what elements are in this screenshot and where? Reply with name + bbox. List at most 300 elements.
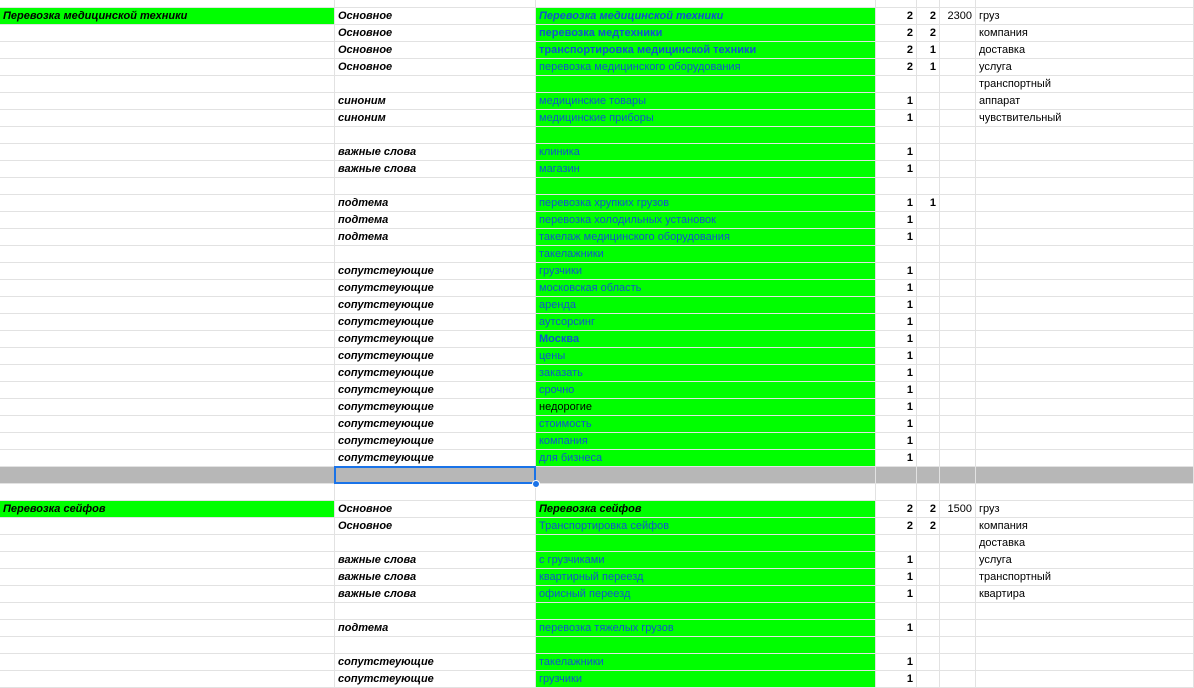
keyword-cell[interactable]: медицинские приборы	[536, 110, 876, 127]
word-cell[interactable]: компания	[976, 25, 1194, 42]
count2-cell[interactable]	[917, 297, 940, 314]
count2-cell[interactable]	[917, 93, 940, 110]
volume-cell[interactable]	[940, 569, 976, 586]
keyword-cell[interactable]	[536, 484, 876, 501]
count1-cell[interactable]: 1	[876, 348, 917, 365]
count1-cell[interactable]: 1	[876, 654, 917, 671]
count2-cell[interactable]	[917, 144, 940, 161]
count2-cell[interactable]	[917, 416, 940, 433]
type-cell[interactable]: Основное	[335, 501, 536, 518]
volume-cell[interactable]	[940, 178, 976, 195]
type-cell[interactable]: важные слова	[335, 569, 536, 586]
table-row	[0, 433, 1194, 450]
topic-cell[interactable]	[0, 263, 335, 280]
word-cell[interactable]	[976, 382, 1194, 399]
topic-cell[interactable]	[0, 467, 335, 484]
type-cell[interactable]: важные слова	[335, 586, 536, 603]
count1-cell[interactable]	[876, 178, 917, 195]
keyword-cell[interactable]: Транспортировка сейфов	[536, 518, 876, 535]
count1-cell[interactable]: 1	[876, 297, 917, 314]
count2-cell[interactable]	[917, 671, 940, 688]
topic-cell[interactable]	[0, 280, 335, 297]
type-cell[interactable]: подтема	[335, 229, 536, 246]
type-cell[interactable]: Основное	[335, 518, 536, 535]
count1-cell[interactable]	[876, 0, 917, 8]
volume-cell[interactable]	[940, 212, 976, 229]
topic-cell[interactable]	[0, 178, 335, 195]
volume-cell[interactable]	[940, 246, 976, 263]
count2-cell[interactable]	[917, 348, 940, 365]
table-row	[0, 348, 1194, 365]
type-cell[interactable]	[335, 484, 536, 501]
count1-cell[interactable]: 1	[876, 433, 917, 450]
count2-cell[interactable]	[917, 246, 940, 263]
topic-cell[interactable]	[0, 382, 335, 399]
count2-cell[interactable]	[917, 586, 940, 603]
topic-cell[interactable]	[0, 552, 335, 569]
topic-cell[interactable]	[0, 535, 335, 552]
word-cell[interactable]	[976, 433, 1194, 450]
keyword-cell[interactable]: грузчики	[536, 263, 876, 280]
count1-cell[interactable]	[876, 127, 917, 144]
word-cell[interactable]	[976, 484, 1194, 501]
type-cell[interactable]: сопутстеующие	[335, 348, 536, 365]
word-cell[interactable]: доставка	[976, 42, 1194, 59]
type-cell[interactable]: сопутстеующие	[335, 433, 536, 450]
type-cell[interactable]: сопутстеующие	[335, 671, 536, 688]
count2-cell[interactable]	[917, 603, 940, 620]
keyword-cell[interactable]: магазин	[536, 161, 876, 178]
keyword-cell[interactable]: перевозка медицинского оборудования	[536, 59, 876, 76]
word-cell[interactable]	[976, 348, 1194, 365]
keyword-cell[interactable]: аренда	[536, 297, 876, 314]
keyword-cell[interactable]: клиника	[536, 144, 876, 161]
volume-cell[interactable]	[940, 399, 976, 416]
count2-cell[interactable]	[917, 331, 940, 348]
keyword-cell[interactable]: такелаж медицинского оборудования	[536, 229, 876, 246]
type-cell[interactable]: Основное	[335, 25, 536, 42]
count1-cell[interactable]: 2	[876, 8, 917, 25]
topic-cell[interactable]	[0, 637, 335, 654]
count2-cell[interactable]: 2	[917, 501, 940, 518]
topic-cell[interactable]	[0, 569, 335, 586]
topic-cell[interactable]	[0, 0, 335, 8]
count2-cell[interactable]	[917, 0, 940, 8]
count1-cell[interactable]: 1	[876, 144, 917, 161]
volume-cell[interactable]	[940, 654, 976, 671]
topic-cell[interactable]	[0, 484, 335, 501]
topic-cell[interactable]	[0, 144, 335, 161]
topic-cell[interactable]	[0, 586, 335, 603]
volume-cell[interactable]	[940, 637, 976, 654]
table-row	[0, 93, 1194, 110]
keyword-cell[interactable]: Перевозка медицинской техники	[536, 8, 876, 25]
topic-cell[interactable]	[0, 399, 335, 416]
type-cell[interactable]: сопутстеующие	[335, 314, 536, 331]
count2-cell[interactable]	[917, 637, 940, 654]
volume-cell[interactable]	[940, 127, 976, 144]
count1-cell[interactable]: 1	[876, 399, 917, 416]
count1-cell[interactable]: 1	[876, 110, 917, 127]
volume-cell[interactable]	[940, 195, 976, 212]
topic-cell[interactable]	[0, 42, 335, 59]
count2-cell[interactable]: 2	[917, 518, 940, 535]
count2-cell[interactable]	[917, 552, 940, 569]
topic-cell[interactable]	[0, 110, 335, 127]
topic-cell[interactable]	[0, 246, 335, 263]
type-cell[interactable]: сопутстеующие	[335, 280, 536, 297]
type-cell[interactable]: сопутстеующие	[335, 365, 536, 382]
topic-cell[interactable]	[0, 314, 335, 331]
count2-cell[interactable]	[917, 76, 940, 93]
word-cell[interactable]: чувствительный	[976, 110, 1194, 127]
volume-cell[interactable]	[940, 229, 976, 246]
count2-cell[interactable]	[917, 399, 940, 416]
type-cell[interactable]: важные слова	[335, 161, 536, 178]
word-cell[interactable]	[976, 331, 1194, 348]
volume-cell[interactable]	[940, 110, 976, 127]
word-cell[interactable]	[976, 416, 1194, 433]
count1-cell[interactable]: 2	[876, 59, 917, 76]
topic-cell[interactable]: Перевозка медицинской техники	[0, 8, 335, 25]
word-cell[interactable]	[976, 161, 1194, 178]
table-row	[0, 637, 1194, 654]
keyword-cell[interactable]: транспортировка медицинской техники	[536, 42, 876, 59]
type-cell[interactable]: сопутстеующие	[335, 399, 536, 416]
count1-cell[interactable]: 1	[876, 671, 917, 688]
topic-cell[interactable]	[0, 331, 335, 348]
table-row	[0, 331, 1194, 348]
topic-cell[interactable]	[0, 212, 335, 229]
keyword-cell[interactable]: стоимость	[536, 416, 876, 433]
word-cell[interactable]: аппарат	[976, 93, 1194, 110]
count1-cell[interactable]: 1	[876, 93, 917, 110]
volume-cell[interactable]	[940, 76, 976, 93]
count1-cell[interactable]: 1	[876, 569, 917, 586]
count1-cell[interactable]: 1	[876, 263, 917, 280]
type-cell[interactable]: синоним	[335, 110, 536, 127]
keyword-cell[interactable]: срочно	[536, 382, 876, 399]
topic-cell[interactable]	[0, 348, 335, 365]
keyword-cell[interactable]: медицинские товары	[536, 93, 876, 110]
topic-cell[interactable]	[0, 297, 335, 314]
type-cell[interactable]: сопутстеующие	[335, 297, 536, 314]
keyword-cell[interactable]: перевозка медтехники	[536, 25, 876, 42]
type-cell[interactable]: сопутстеующие	[335, 416, 536, 433]
word-cell[interactable]	[976, 450, 1194, 467]
volume-cell[interactable]	[940, 263, 976, 280]
count2-cell[interactable]	[917, 178, 940, 195]
word-cell[interactable]	[976, 671, 1194, 688]
word-cell[interactable]: груз	[976, 501, 1194, 518]
count2-cell[interactable]	[917, 382, 940, 399]
type-cell[interactable]: подтема	[335, 212, 536, 229]
count2-cell[interactable]	[917, 127, 940, 144]
volume-cell[interactable]	[940, 535, 976, 552]
volume-cell[interactable]	[940, 144, 976, 161]
volume-cell[interactable]	[940, 552, 976, 569]
count1-cell[interactable]: 1	[876, 331, 917, 348]
type-cell[interactable]: важные слова	[335, 552, 536, 569]
count1-cell[interactable]: 1	[876, 620, 917, 637]
word-cell[interactable]	[976, 637, 1194, 654]
word-cell[interactable]	[976, 280, 1194, 297]
count1-cell[interactable]: 1	[876, 161, 917, 178]
word-cell[interactable]: доставка	[976, 535, 1194, 552]
volume-cell[interactable]	[940, 484, 976, 501]
type-cell[interactable]: сопутстеующие	[335, 331, 536, 348]
count1-cell[interactable]	[876, 603, 917, 620]
count2-cell[interactable]	[917, 229, 940, 246]
word-cell[interactable]	[976, 399, 1194, 416]
type-cell[interactable]	[335, 467, 536, 484]
volume-cell[interactable]	[940, 331, 976, 348]
word-cell[interactable]	[976, 229, 1194, 246]
type-cell[interactable]: подтема	[335, 620, 536, 637]
count1-cell[interactable]: 2	[876, 25, 917, 42]
count2-cell[interactable]	[917, 450, 940, 467]
word-cell[interactable]: транспортный	[976, 76, 1194, 93]
count2-cell[interactable]: 2	[917, 25, 940, 42]
volume-cell[interactable]	[940, 280, 976, 297]
count1-cell[interactable]: 1	[876, 280, 917, 297]
keyword-cell[interactable]	[536, 178, 876, 195]
count1-cell[interactable]	[876, 484, 917, 501]
keyword-cell[interactable]: перевозка хрупких грузов	[536, 195, 876, 212]
topic-cell[interactable]	[0, 365, 335, 382]
count1-cell[interactable]	[876, 535, 917, 552]
type-cell[interactable]	[335, 76, 536, 93]
count1-cell[interactable]: 1	[876, 416, 917, 433]
keyword-cell[interactable]: аутсорсинг	[536, 314, 876, 331]
type-cell[interactable]	[335, 178, 536, 195]
topic-cell[interactable]	[0, 76, 335, 93]
word-cell[interactable]	[976, 467, 1194, 484]
keyword-cell[interactable]: компания	[536, 433, 876, 450]
count2-cell[interactable]	[917, 535, 940, 552]
keyword-cell[interactable]	[536, 535, 876, 552]
count2-cell[interactable]	[917, 467, 940, 484]
count1-cell[interactable]	[876, 467, 917, 484]
volume-cell[interactable]	[940, 42, 976, 59]
count1-cell[interactable]: 1	[876, 382, 917, 399]
keyword-cell[interactable]: московская область	[536, 280, 876, 297]
word-cell[interactable]	[976, 654, 1194, 671]
count1-cell[interactable]: 1	[876, 365, 917, 382]
word-cell[interactable]	[976, 314, 1194, 331]
keyword-cell[interactable]	[536, 467, 876, 484]
keyword-cell[interactable]	[536, 637, 876, 654]
type-cell[interactable]: сопутстеующие	[335, 654, 536, 671]
keyword-cell[interactable]: Москва	[536, 331, 876, 348]
count1-cell[interactable]: 1	[876, 212, 917, 229]
type-cell[interactable]: Основное	[335, 8, 536, 25]
volume-cell[interactable]	[940, 59, 976, 76]
table-row	[0, 263, 1194, 280]
count2-cell[interactable]	[917, 110, 940, 127]
keyword-cell[interactable]: недорогие	[536, 399, 876, 416]
word-cell[interactable]	[976, 212, 1194, 229]
volume-cell[interactable]	[940, 0, 976, 8]
word-cell[interactable]: транспортный	[976, 569, 1194, 586]
count2-cell[interactable]: 1	[917, 59, 940, 76]
word-cell[interactable]	[976, 246, 1194, 263]
count1-cell[interactable]: 1	[876, 586, 917, 603]
volume-cell[interactable]	[940, 365, 976, 382]
keyword-cell[interactable]: Перевозка сейфов	[536, 501, 876, 518]
word-cell[interactable]: груз	[976, 8, 1194, 25]
keyword-cell[interactable]: квартирный переезд	[536, 569, 876, 586]
topic-cell[interactable]	[0, 620, 335, 637]
topic-cell[interactable]	[0, 127, 335, 144]
volume-cell[interactable]	[940, 450, 976, 467]
count1-cell[interactable]	[876, 246, 917, 263]
type-cell[interactable]: сопутстеующие	[335, 450, 536, 467]
word-cell[interactable]	[976, 365, 1194, 382]
volume-cell[interactable]	[940, 620, 976, 637]
word-cell[interactable]	[976, 297, 1194, 314]
keyword-cell[interactable]: для бизнеса	[536, 450, 876, 467]
count1-cell[interactable]: 1	[876, 195, 917, 212]
count1-cell[interactable]	[876, 637, 917, 654]
word-cell[interactable]: компания	[976, 518, 1194, 535]
topic-cell[interactable]	[0, 161, 335, 178]
volume-cell[interactable]	[940, 586, 976, 603]
keyword-cell[interactable]	[536, 603, 876, 620]
keyword-cell[interactable]: с грузчиками	[536, 552, 876, 569]
volume-cell[interactable]	[940, 25, 976, 42]
table-row	[0, 229, 1194, 246]
topic-cell[interactable]	[0, 518, 335, 535]
keyword-cell[interactable]	[536, 127, 876, 144]
count2-cell[interactable]	[917, 161, 940, 178]
volume-cell[interactable]: 2300	[940, 8, 976, 25]
type-cell[interactable]	[335, 535, 536, 552]
keyword-cell[interactable]: перевозка тяжелых грузов	[536, 620, 876, 637]
topic-cell[interactable]	[0, 671, 335, 688]
word-cell[interactable]	[976, 0, 1194, 8]
count2-cell[interactable]: 1	[917, 42, 940, 59]
type-cell[interactable]: Основное	[335, 42, 536, 59]
count2-cell[interactable]	[917, 654, 940, 671]
count2-cell[interactable]	[917, 263, 940, 280]
word-cell[interactable]	[976, 178, 1194, 195]
count1-cell[interactable]: 1	[876, 314, 917, 331]
volume-cell[interactable]: 1500	[940, 501, 976, 518]
topic-cell[interactable]	[0, 93, 335, 110]
word-cell[interactable]	[976, 603, 1194, 620]
type-cell[interactable]: сопутстеующие	[335, 382, 536, 399]
word-cell[interactable]	[976, 263, 1194, 280]
count1-cell[interactable]: 1	[876, 450, 917, 467]
volume-cell[interactable]	[940, 433, 976, 450]
volume-cell[interactable]	[940, 603, 976, 620]
volume-cell[interactable]	[940, 518, 976, 535]
count2-cell[interactable]	[917, 365, 940, 382]
count2-cell[interactable]	[917, 620, 940, 637]
volume-cell[interactable]	[940, 467, 976, 484]
word-cell[interactable]: услуга	[976, 552, 1194, 569]
volume-cell[interactable]	[940, 416, 976, 433]
table-row	[0, 246, 1194, 263]
count2-cell[interactable]	[917, 569, 940, 586]
keyword-cell[interactable]: перевозка холодильных установок	[536, 212, 876, 229]
topic-cell[interactable]	[0, 59, 335, 76]
count2-cell[interactable]	[917, 212, 940, 229]
fill-handle[interactable]	[532, 480, 540, 488]
word-cell[interactable]	[976, 620, 1194, 637]
count2-cell[interactable]	[917, 433, 940, 450]
word-cell[interactable]: квартира	[976, 586, 1194, 603]
table-row	[0, 59, 1194, 76]
topic-cell[interactable]	[0, 603, 335, 620]
topic-cell[interactable]	[0, 195, 335, 212]
topic-cell[interactable]	[0, 433, 335, 450]
keyword-cell[interactable]: такелажники	[536, 654, 876, 671]
topic-cell[interactable]	[0, 229, 335, 246]
table-row	[0, 382, 1194, 399]
topic-cell[interactable]	[0, 450, 335, 467]
word-cell[interactable]	[976, 195, 1194, 212]
table-row	[0, 144, 1194, 161]
word-cell[interactable]	[976, 127, 1194, 144]
type-cell[interactable]	[335, 127, 536, 144]
volume-cell[interactable]	[940, 348, 976, 365]
count1-cell[interactable]: 2	[876, 518, 917, 535]
count1-cell[interactable]: 2	[876, 42, 917, 59]
volume-cell[interactable]	[940, 314, 976, 331]
topic-cell[interactable]	[0, 25, 335, 42]
count1-cell[interactable]	[876, 76, 917, 93]
volume-cell[interactable]	[940, 93, 976, 110]
keyword-cell[interactable]: такелажники	[536, 246, 876, 263]
volume-cell[interactable]	[940, 297, 976, 314]
type-cell[interactable]: важные слова	[335, 144, 536, 161]
type-cell[interactable]	[335, 603, 536, 620]
keyword-cell[interactable]: цены	[536, 348, 876, 365]
count2-cell[interactable]	[917, 280, 940, 297]
count2-cell[interactable]: 1	[917, 195, 940, 212]
topic-cell[interactable]	[0, 416, 335, 433]
keyword-cell[interactable]: заказать	[536, 365, 876, 382]
keyword-cell[interactable]	[536, 76, 876, 93]
topic-cell[interactable]	[0, 654, 335, 671]
keyword-cell[interactable]: грузчики	[536, 671, 876, 688]
type-cell[interactable]: сопутстеующие	[335, 263, 536, 280]
count1-cell[interactable]: 2	[876, 501, 917, 518]
word-cell[interactable]: услуга	[976, 59, 1194, 76]
volume-cell[interactable]	[940, 671, 976, 688]
type-cell[interactable]	[335, 246, 536, 263]
type-cell[interactable]: Основное	[335, 59, 536, 76]
volume-cell[interactable]	[940, 161, 976, 178]
volume-cell[interactable]	[940, 382, 976, 399]
count2-cell[interactable]	[917, 314, 940, 331]
keyword-cell[interactable]	[536, 0, 876, 8]
count1-cell[interactable]: 1	[876, 229, 917, 246]
type-cell[interactable]: синоним	[335, 93, 536, 110]
keyword-cell[interactable]: офисный переезд	[536, 586, 876, 603]
count2-cell[interactable]: 2	[917, 8, 940, 25]
type-cell[interactable]	[335, 0, 536, 8]
word-cell[interactable]	[976, 144, 1194, 161]
table-row	[0, 25, 1194, 42]
type-cell[interactable]: подтема	[335, 195, 536, 212]
type-cell[interactable]	[335, 637, 536, 654]
count1-cell[interactable]: 1	[876, 552, 917, 569]
count2-cell[interactable]	[917, 484, 940, 501]
topic-cell[interactable]: Перевозка сейфов	[0, 501, 335, 518]
